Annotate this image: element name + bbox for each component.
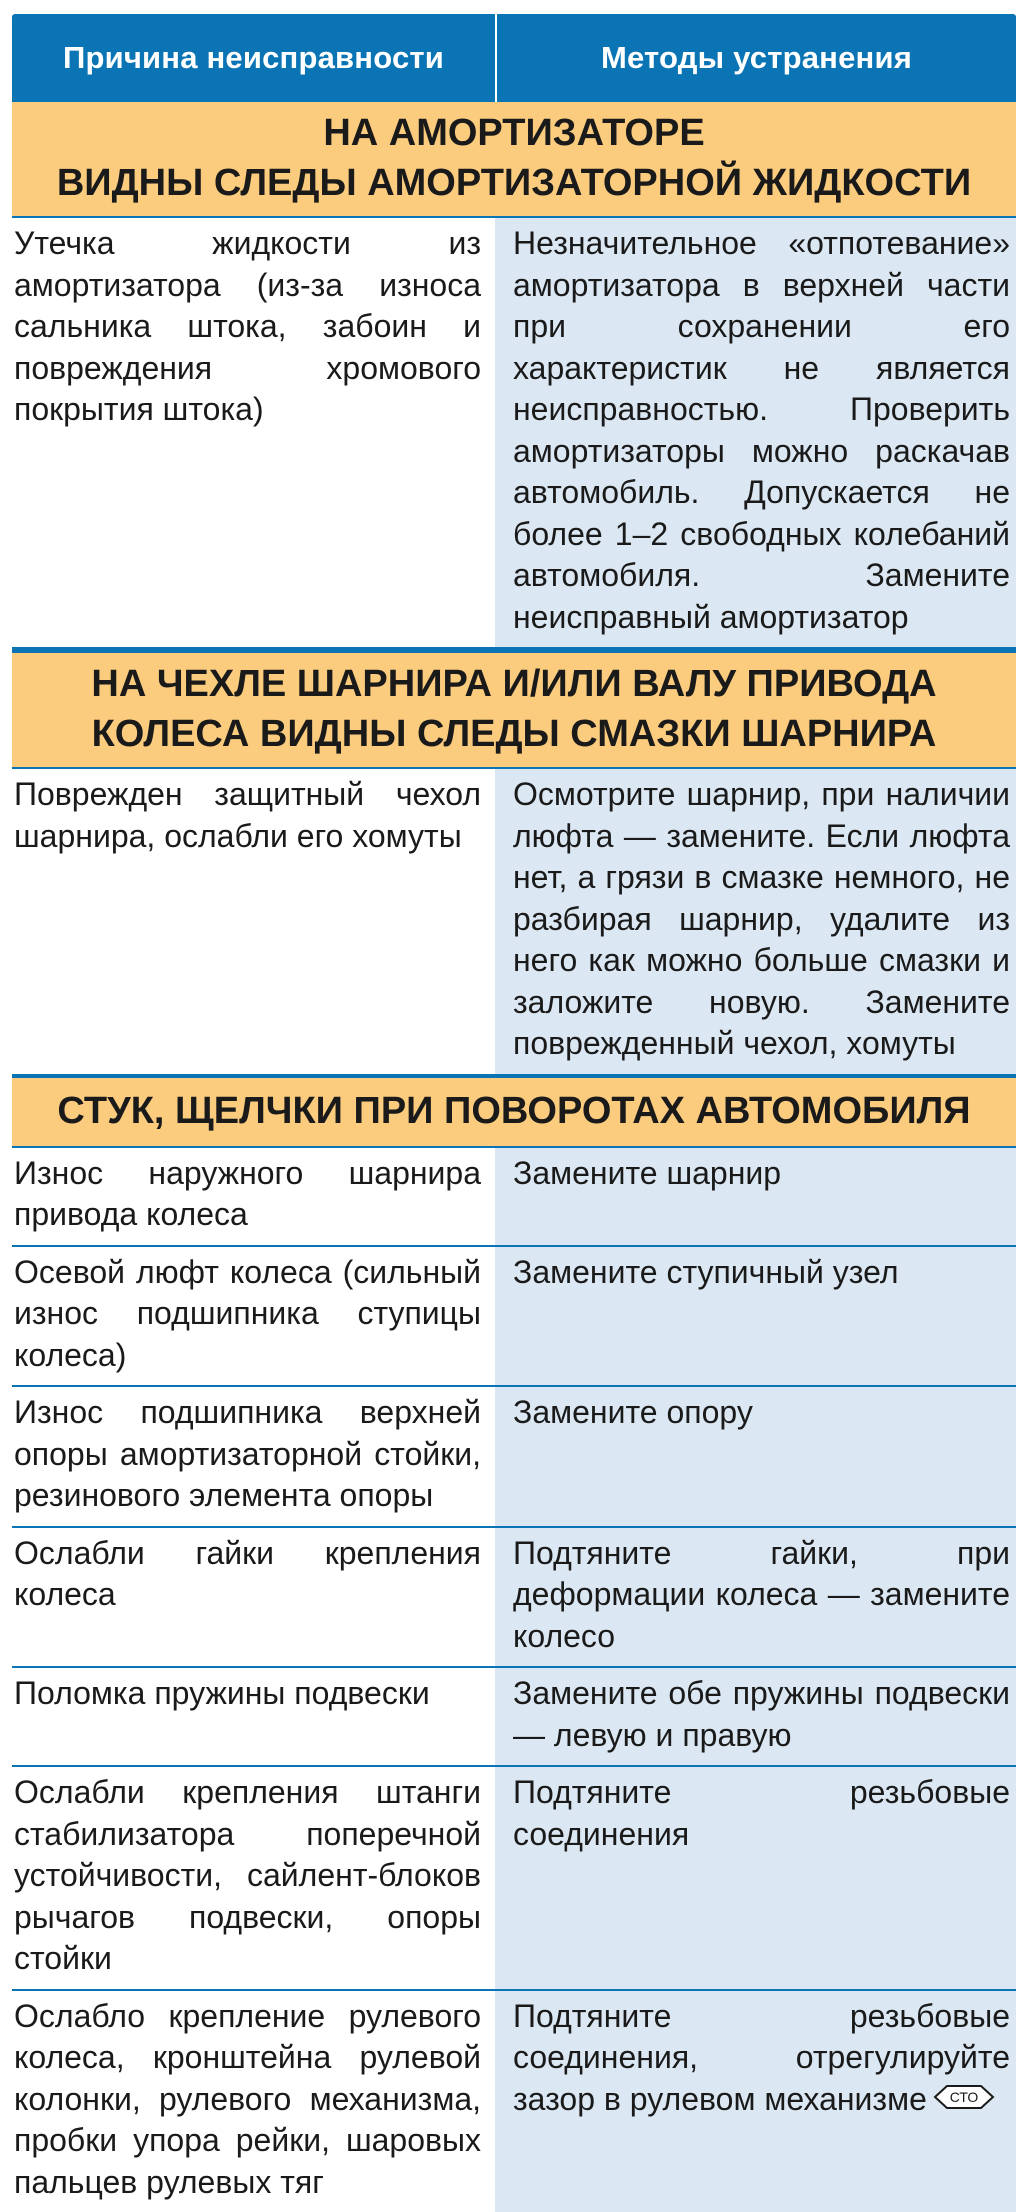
section-title-joint-boot bbox=[12, 649, 1016, 769]
cause-cell: Ослабло крепление рулевого колеса, кронштейна рулевой колонки, рулевого механизма, пробки упора рейки, шаровых пальцев рулевых тяг bbox=[12, 1991, 495, 2212]
fix-cell: Подтяните гайки, при деформации колеса — замените колесо bbox=[495, 1528, 1016, 1667]
header-cause: Причина неисправности bbox=[12, 14, 497, 102]
table-row bbox=[12, 1387, 1016, 1528]
section-title-line: ВИДНЫ СЛЕДЫ АМОРТИЗАТОРНОЙ ЖИДКОСТИ bbox=[12, 158, 1016, 208]
fix-cell: Замените обе пружины подвески — левую и правую bbox=[495, 1668, 1016, 1765]
section-title-line: НА ЧЕХЛЕ ШАРНИРА И/ИЛИ ВАЛУ ПРИВОДА bbox=[12, 659, 1016, 709]
table-row bbox=[12, 1668, 1016, 1767]
table-row bbox=[12, 1528, 1016, 1669]
table-row bbox=[12, 218, 1016, 649]
table-row bbox=[12, 1991, 1016, 2212]
fix-cell bbox=[495, 1991, 1016, 2212]
fix-cell: Осмотрите шарнир, при наличии люфта — замените. Если люфта нет, а грязи в смазке немного, не разбирая шарнир, удалите из него как можно больше смазки и заложите новую. Замените поврежденный чехол, хомуты bbox=[495, 769, 1016, 1074]
section-title-knocking bbox=[12, 1074, 1016, 1148]
section-title-shock-absorber bbox=[12, 102, 1016, 218]
table-row bbox=[12, 1767, 1016, 1991]
table-row bbox=[12, 1148, 1016, 1247]
cause-cell: Ослабли крепления штанги стабилизатора поперечной устойчивости, сайлент-блоков рычагов подвески, опоры стойки bbox=[12, 1767, 495, 1989]
table-header bbox=[12, 14, 1016, 102]
service-station-badge-text: СТО bbox=[950, 2089, 979, 2105]
cause-cell: Износ наружного шарнира привода колеса bbox=[12, 1148, 495, 1245]
fix-cell: Замените шарнир bbox=[495, 1148, 1016, 1245]
cause-cell: Утечка жидкости из амортизатора (из-за износа сальника штока, забоин и повреждения хромового покрытия штока) bbox=[12, 218, 495, 647]
section-title-line: НА АМОРТИЗАТОРЕ bbox=[12, 108, 1016, 158]
fix-cell: Незначительное «отпотевание» амортизатора в верхней части при сохранении его характеристик не является неисправностью. Проверить амортизаторы можно раскачав автомобиль. Допускается не более 1–2 свободных колебаний автомобиля. Замените неисправный амортизатор bbox=[495, 218, 1016, 647]
cause-cell: Осевой люфт колеса (сильный износ подшипника ступицы колеса) bbox=[12, 1247, 495, 1386]
cause-cell: Поломка пружины подвески bbox=[12, 1668, 495, 1765]
table-row bbox=[12, 769, 1016, 1074]
fix-cell: Замените ступичный узел bbox=[495, 1247, 1016, 1386]
troubleshooting-table bbox=[12, 14, 1016, 2174]
fix-cell: Замените опору bbox=[495, 1387, 1016, 1526]
service-station-icon bbox=[933, 2080, 995, 2122]
fix-cell: Подтяните резьбовые соединения bbox=[495, 1767, 1016, 1989]
cause-cell: Ослабли гайки крепления колеса bbox=[12, 1528, 495, 1667]
table-row bbox=[12, 1247, 1016, 1388]
fix-text: Подтяните резьбовые соединения, отрегулируйте зазор в рулевом механизме bbox=[513, 1998, 1010, 2117]
header-fix: Методы устранения bbox=[497, 14, 1016, 102]
section-title-line: КОЛЕСА ВИДНЫ СЛЕДЫ СМАЗКИ ШАРНИРА bbox=[12, 709, 1016, 759]
cause-cell: Поврежден защитный чехол шарнира, ослабли его хомуты bbox=[12, 769, 495, 1074]
cause-cell: Износ подшипника верхней опоры амортизаторной стойки, резинового элемента опоры bbox=[12, 1387, 495, 1526]
section-title-line: СТУК, ЩЕЛЧКИ ПРИ ПОВОРОТАХ АВТОМОБИЛЯ bbox=[12, 1086, 1016, 1136]
